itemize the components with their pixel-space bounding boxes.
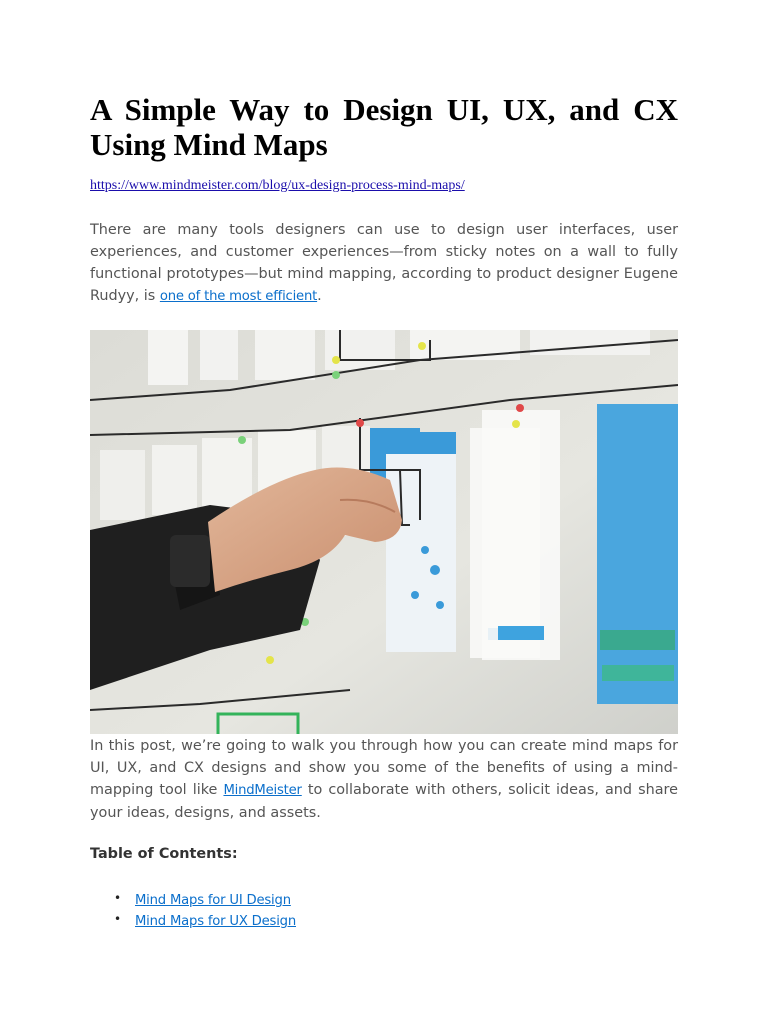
intro-text-end: . bbox=[317, 288, 322, 304]
toc-heading: Table of Contents: bbox=[90, 846, 238, 862]
mindmeister-link[interactable]: MindMeister bbox=[223, 783, 302, 798]
second-text: In this post, we’re going to walk you through how you can create mind maps for UI, UX, and CX designs and show you some of the benefits of using a mind-mapping tool like bbox=[90, 738, 678, 798]
toc-link-ui-design[interactable]: Mind Maps for UI Design bbox=[135, 893, 291, 908]
toc-list bbox=[90, 888, 296, 930]
source-url-link[interactable]: https://www.mindmeister.com/blog/ux-design-process-mind-maps/ bbox=[90, 178, 465, 193]
intro-paragraph bbox=[90, 219, 678, 308]
second-text-end: to collaborate with others, solicit ideas, and share your ideas, designs, and assets. bbox=[90, 782, 678, 821]
second-paragraph bbox=[90, 735, 678, 824]
intro-text: There are many tools designers can use to design user interfaces, user experiences, and customer experiences—from sticky notes on a wall to fully functional prototypes—but mind mapping, according to product designer Eugene Rudyy, is bbox=[90, 222, 678, 304]
most-efficient-link[interactable]: one of the most efficient bbox=[159, 289, 318, 304]
bullet-icon: • bbox=[114, 891, 122, 905]
list-item bbox=[90, 888, 296, 909]
list-item bbox=[90, 909, 296, 930]
article-title: A Simple Way to Design UI, UX, and CX Using Mind Maps bbox=[90, 92, 678, 162]
mind-map-wall-photo bbox=[90, 330, 678, 734]
bullet-icon: • bbox=[114, 912, 122, 926]
toc-link-ux-design[interactable]: Mind Maps for UX Design bbox=[135, 914, 296, 929]
